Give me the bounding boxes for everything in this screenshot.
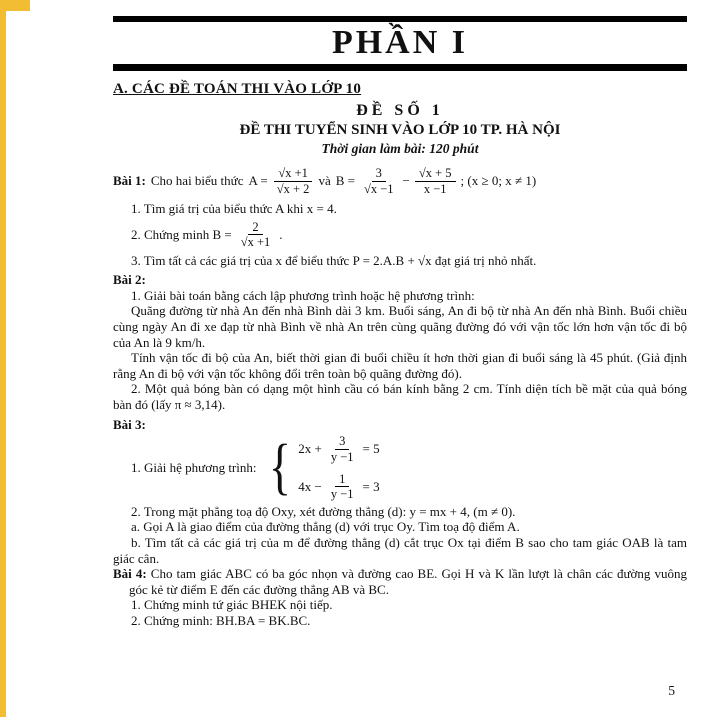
fraction-b1 xyxy=(360,166,398,196)
equation-2-fraction xyxy=(327,472,358,502)
equation-2-right: = 3 xyxy=(362,478,380,494)
problem1-intro: Cho hai biểu thức xyxy=(150,173,244,189)
part-banner xyxy=(113,16,687,71)
fraction-proof xyxy=(237,220,275,250)
fraction-b2 xyxy=(415,166,456,196)
problem1-item2-period: . xyxy=(279,226,283,242)
minus-sign: − xyxy=(402,173,410,189)
problem4-label: Bài 4: xyxy=(113,566,147,582)
scan-edge-corner xyxy=(0,0,30,11)
problem2-p2: Quãng đường từ nhà An đến nhà Bình dài 3 km. Buổi sáng, An đi bộ từ nhà An đến nhà Bình. Buổi chiều cùng ngày An đi xe đạp từ nhà Bình về nhà An trên cùng quãng đường đó với vận tốc lớn hơn vận tốc đi bộ của An là 9 km/h. xyxy=(113,303,687,350)
problem4-intro: Cho tam giác ABC có ba góc nhọn và đường cao BE. Gọi H và K lần lượt là chân các đường vuông góc kẻ từ điểm E đến các đường thẳng AB và BC. xyxy=(129,566,688,597)
part-title: PHẦN I xyxy=(331,24,469,61)
fraction-a xyxy=(273,166,314,196)
equation-1-numerator: 3 xyxy=(335,434,349,449)
scan-edge-left xyxy=(0,0,6,717)
equation-2-denominator: y −1 xyxy=(330,487,354,502)
equation-1-left: 2x + xyxy=(298,441,322,457)
problem1-item2-text: 2. Chứng minh B = xyxy=(131,226,232,242)
fraction-a-denominator: √x + 2 xyxy=(276,181,310,196)
equation-1 xyxy=(298,434,379,464)
problem1-item2 xyxy=(131,219,687,251)
formula-a-lhs: A = xyxy=(248,173,268,189)
problem2-p1: 1. Giải bài toán bằng cách lập phương trình hoặc hệ phương trình: xyxy=(131,287,475,303)
fraction-b1-denominator: √x −1 xyxy=(363,181,394,196)
problem3-label: Bài 3: xyxy=(113,416,146,432)
equation-2 xyxy=(298,472,379,502)
problem3-item1 xyxy=(131,434,687,502)
equation-2-left: 4x − xyxy=(298,478,322,494)
fraction-proof-denominator: √x +1 xyxy=(240,235,271,250)
equation-1-denominator: y −1 xyxy=(330,449,354,464)
problem2-p4: 2. Một quả bóng bàn có dạng một hình cầu có bán kính bằng 2 cm. Tính diện tích bề mặt của quả bóng bàn đó (lấy π ≈ 3,14). xyxy=(113,381,687,413)
fraction-proof-numerator: 2 xyxy=(248,220,262,235)
problem1-label: Bài 1: xyxy=(113,173,146,189)
section-heading: A. CÁC ĐỀ TOÁN THI VÀO LỚP 10 xyxy=(113,81,362,98)
page-number: 5 xyxy=(668,683,675,698)
problem4-item1: 1. Chứng minh tứ giác BHEK nội tiếp. xyxy=(131,597,333,613)
problem3-item1-text: 1. Giải hệ phương trình: xyxy=(131,459,257,475)
exam-title: ĐỀ THI TUYỂN SINH VÀO LỚP 10 TP. HÀ NỘI xyxy=(239,122,561,139)
fraction-b2-denominator: x −1 xyxy=(423,181,447,196)
exam-number: ĐỀ SỐ 1 xyxy=(356,102,444,120)
problem2-label: Bài 2: xyxy=(113,272,146,288)
system-brace: { xyxy=(268,433,291,502)
banner-rule-bottom xyxy=(113,64,687,71)
problem3-item2b: b. Tìm tất cả các giá trị của m để đường thẳng (d) cắt trục Ox tại điểm B sao cho tam giác OAB là tam giác cân. xyxy=(113,534,687,566)
equation-2-numerator: 1 xyxy=(335,472,349,487)
problem3-item2a: a. Gọi A là giao điểm của đường thẳng (d) với trục Oy. Tìm toạ độ điểm A. xyxy=(131,519,520,535)
fraction-b2-numerator: √x + 5 xyxy=(415,166,456,181)
equation-system xyxy=(298,434,379,502)
problem1-statement xyxy=(113,163,687,199)
time-note: Thời gian làm bài: 120 phút xyxy=(321,141,479,157)
scanned-page xyxy=(113,16,687,628)
problem3-item2: 2. Trong mặt phẳng toạ độ Oxy, xét đường thẳng (d): y = mx + 4, (m ≠ 0). xyxy=(131,503,516,519)
problem4-item2: 2. Chứng minh: BH.BA = BK.BC. xyxy=(131,612,311,628)
formula-b-lhs: B = xyxy=(335,173,355,189)
and-word: và xyxy=(318,173,331,189)
fraction-a-numerator: √x +1 xyxy=(274,166,312,181)
fraction-b1-numerator: 3 xyxy=(372,166,386,181)
problem1-item3: 3. Tìm tất cả các giá trị của x để biểu thức P = 2.A.B + √x đạt giá trị nhỏ nhất. xyxy=(131,252,537,268)
problem1-condition: ; (x ≥ 0; x ≠ 1) xyxy=(460,173,537,189)
problem1-item1: 1. Tìm giá trị của biểu thức A khi x = 4. xyxy=(131,201,337,217)
equation-1-right: = 5 xyxy=(362,441,380,457)
problem2-p3: Tính vận tốc đi bộ của An, biết thời gian đi buổi chiều ít hơn thời gian đi buổi sáng là 45 phút. (Giả định rằng An đi bộ với vận tốc không đổi trên toàn bộ quãng đường đó). xyxy=(113,350,687,381)
equation-1-fraction xyxy=(327,434,358,464)
problem4-statement xyxy=(113,566,687,597)
